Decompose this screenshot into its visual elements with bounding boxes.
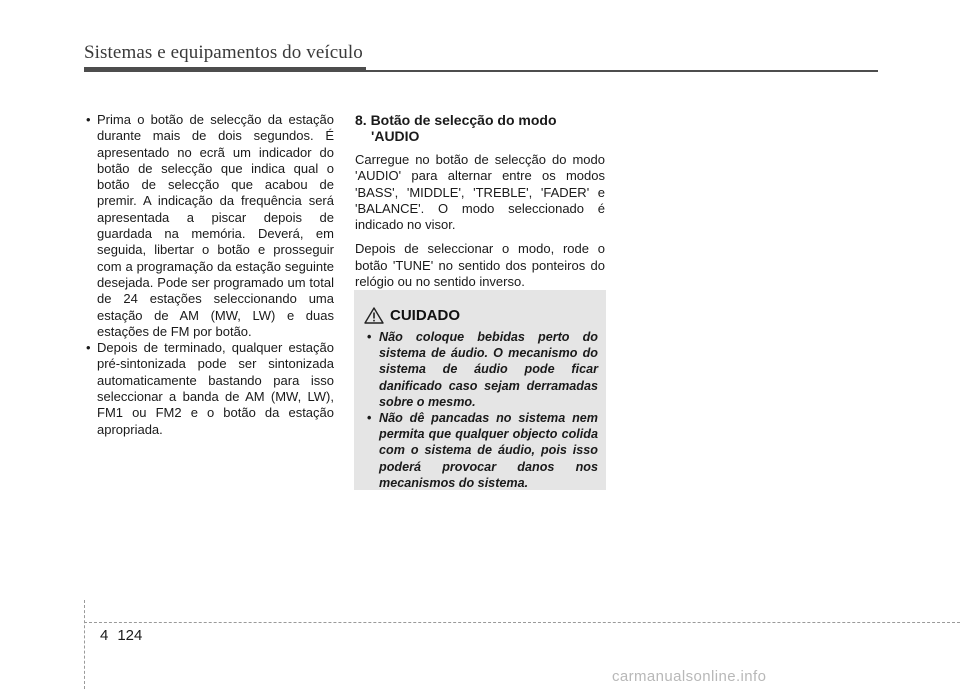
caution-item-text: Não dê pancadas no sistema nem permita que qualquer objecto colida com o sistema de áudio, pois isso poderá provocar danos nos mecanismos do sistema.	[379, 411, 598, 490]
chapter-number: 4	[100, 627, 109, 644]
bullet-text: Depois de terminado, qualquer estação pré-sintonizada pode ser sintonizada automaticamente bastando para isso seleccionar a banda de AM (MW, LW), FM1 ou FM2 e o botão da estação apropriada.	[97, 340, 334, 437]
bullet-text: Prima o botão de selecção da estação durante mais de dois segundos. É apresentado no ecrã um indicador do botão de selecção que indica qual o botão de selecção que acabou de premir. A indicação da frequência será apresentada a piscar depois de guardada na memória. Deverá, em seguida, libertar o botão e prosseguir com a programação da estação seguinte desejada. Pode ser programado um total de 24 estações seleccionando uma estação de AM (MW, LW) e duas estações de FM por botão.	[97, 112, 334, 339]
header-rule-thin	[366, 70, 878, 72]
body-paragraph: Carregue no botão de selecção do modo 'AUDIO' para alternar entre os modos 'BASS', 'MIDDLE', 'TREBLE', 'FADER' e 'BALANCE'. O modo seleccionado é indicado no visor.	[355, 152, 605, 233]
caution-list	[366, 329, 598, 491]
section-heading-line2: 'AUDIO	[371, 128, 420, 144]
page-header-title: Sistemas e equipamentos do veículo	[84, 42, 363, 63]
page-number-value: 124	[117, 627, 143, 644]
caution-item	[366, 329, 598, 410]
right-column	[355, 112, 605, 290]
bullet-dot: •	[86, 340, 91, 356]
bullet-item	[84, 112, 334, 340]
page-number	[100, 627, 142, 644]
warning-triangle-icon	[364, 307, 384, 324]
section-heading	[355, 112, 605, 144]
header-rule-thick	[84, 67, 366, 72]
bullet-item	[84, 340, 334, 438]
bullet-dot: •	[86, 112, 91, 127]
footer-rule	[84, 622, 960, 623]
left-column	[84, 112, 334, 438]
watermark-text: carmanualsonline.info	[612, 668, 767, 685]
caution-title: CUIDADO	[390, 307, 460, 324]
body-paragraph: Depois de seleccionar o modo, rode o botão 'TUNE' no sentido dos ponteiros do relógio ou no sentido inverso.	[355, 241, 605, 290]
bullet-dot: •	[367, 411, 372, 426]
caution-box	[354, 290, 606, 490]
caution-item	[366, 410, 598, 491]
caution-header	[366, 302, 598, 324]
section-heading-line1: 8. Botão de selecção do modo	[355, 112, 557, 128]
footer-vertical-rule	[84, 600, 85, 689]
bullet-dot: •	[367, 330, 372, 344]
caution-item-text: Não coloque bebidas perto do sistema de áudio. O mecanismo do sistema de áudio pode ficar danificado caso sejam derramadas sobre o mesmo.	[379, 330, 598, 409]
